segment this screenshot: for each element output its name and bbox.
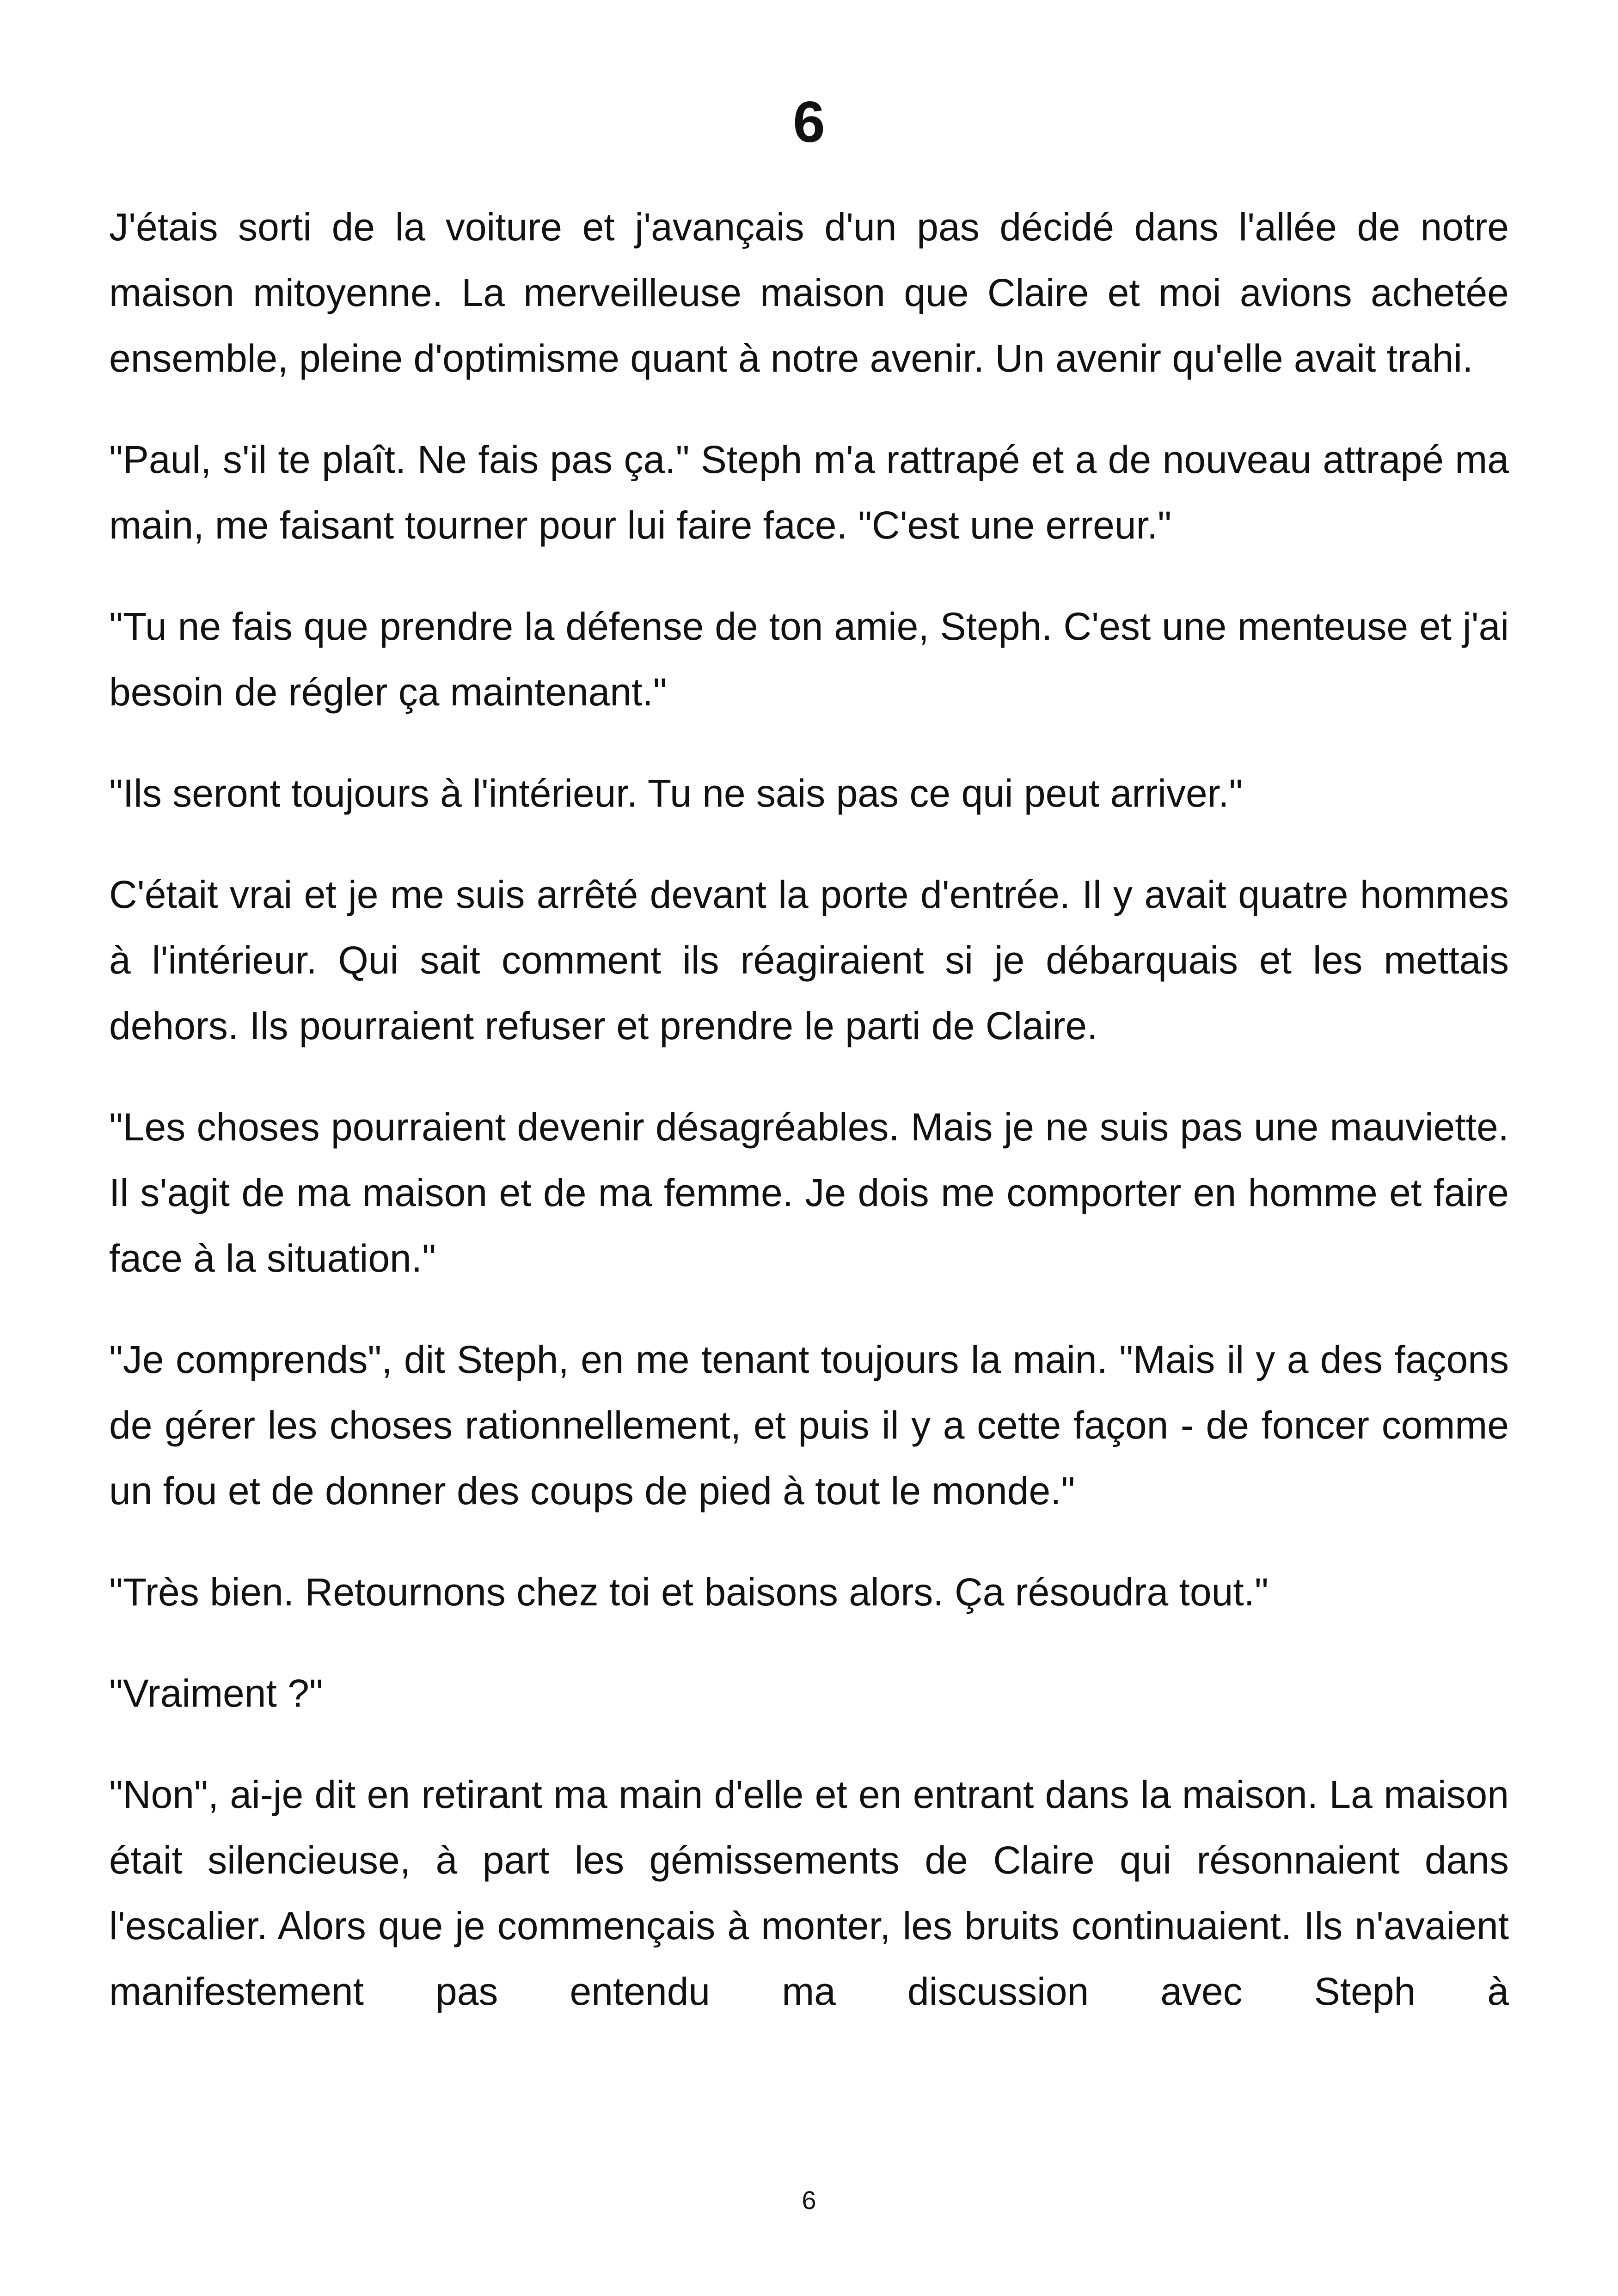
paragraph-5: C'était vrai et je me suis arrêté devant la porte d'entrée. Il y avait quatre hommes à l'intérieur. Qui sait comment ils réagiraient si je débarquais et les mettais dehors. Ils pourraient refuser et prendre le parti de Claire. bbox=[109, 873, 1509, 1047]
body-text bbox=[109, 194, 1509, 2060]
paragraph-2: "Paul, s'il te plaît. Ne fais pas ça." Steph m'a rattrapé et a de nouveau attrapé ma main, me faisant tourner pour lui faire face. "C'est une erreur." bbox=[109, 438, 1509, 547]
paragraph-3: "Tu ne fais que prendre la défense de ton amie, Steph. C'est une menteuse et j'ai besoin de régler ça maintenant." bbox=[109, 605, 1509, 714]
paragraph-6: "Les choses pourraient devenir désagréables. Mais je ne suis pas une mauviette. Il s'agit de ma maison et de ma femme. Je dois me comporter en homme et faire face à la situation." bbox=[109, 1105, 1509, 1280]
paragraph-8: "Très bien. Retournons chez toi et baisons alors. Ça résoudra tout." bbox=[109, 1570, 1269, 1614]
paragraph-7: "Je comprends", dit Steph, en me tenant toujours la main. "Mais il y a des façons de gérer les choses rationnellement, et puis il y a cette façon - de foncer comme un fou et de donner des coups de pied à tout le monde." bbox=[109, 1338, 1509, 1512]
paragraph-1: J'étais sorti de la voiture et j'avançais d'un pas décidé dans l'allée de notre maison mitoyenne. La merveilleuse maison que Claire et moi avions achetée ensemble, pleine d'optimisme quant à notre avenir. Un avenir qu'elle avait trahi. bbox=[109, 205, 1509, 380]
chapter-title: 6 bbox=[793, 90, 825, 154]
paragraph-9: "Vraiment ?" bbox=[109, 1671, 323, 1715]
paragraph-4: "Ils seront toujours à l'intérieur. Tu ne sais pas ce qui peut arriver." bbox=[109, 771, 1243, 815]
paragraph-10: "Non", ai-je dit en retirant ma main d'elle et en entrant dans la maison. La maison était silencieuse, à part les gémissements de Claire qui résonnaient dans l'escalier. Alors que je commençais à monter, les bruits continuaient. Ils n'avaient manifestement pas entendu ma discussion avec Steph à bbox=[109, 1773, 1509, 2013]
page-number: 6 bbox=[802, 2186, 816, 2215]
